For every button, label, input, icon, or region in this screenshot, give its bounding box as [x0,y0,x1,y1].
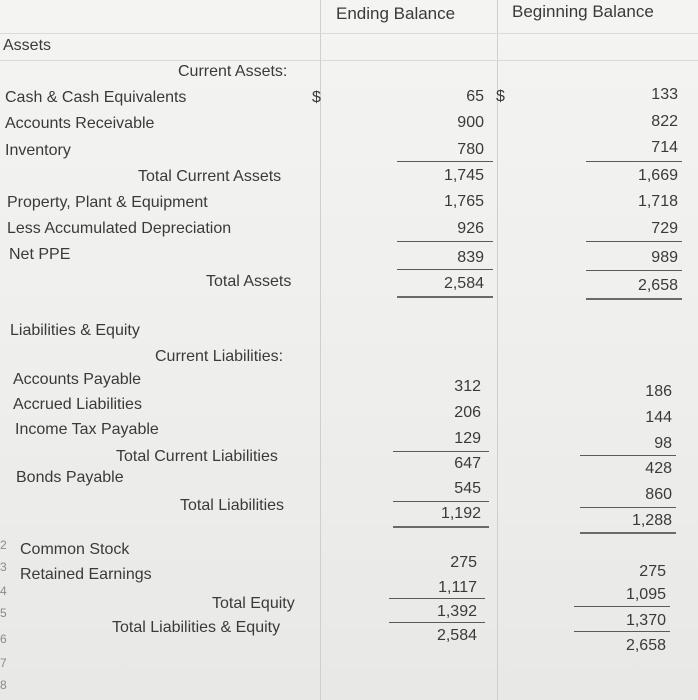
inventory-begin-value: 714 [651,139,678,156]
total-underline [397,296,493,298]
accrued-end-value: 206 [454,404,481,421]
subtotal-underline [586,241,682,242]
subtotal-underline [580,455,676,456]
row-number: 6 [0,632,7,646]
total-current-liabilities-end: 647 [454,455,481,472]
header-ending-balance: Ending Balance [336,4,456,23]
assets-section-title: Assets [3,37,52,54]
total-liabilities-begin: 1,288 [631,512,672,529]
depreciation-label: Less Accumulated Depreciation [7,220,232,237]
income-tax-end-value: 129 [454,430,481,447]
subtotal-underline [580,507,676,508]
cash-begin-value: 133 [651,86,678,103]
ar-label: Accounts Receivable [5,115,155,132]
net-ppe-end-value: 839 [457,249,484,266]
current-assets-label: Current Assets: [178,63,288,80]
cash-end-value: 65 [466,88,484,105]
total-current-assets-end: 1,745 [443,167,484,184]
common-stock-end-value: 275 [450,554,477,571]
row-number: 8 [0,678,7,692]
row-number: 5 [0,606,7,620]
cash-label: Cash & Cash Equivalents [5,89,187,106]
total-liabilities-end: 1,192 [440,505,481,522]
ppe-label: Property, Plant & Equipment [7,194,208,211]
ar-begin-value: 822 [651,113,678,130]
retained-earnings-begin-value: 1,095 [625,586,666,603]
total-current-assets-label: Total Current Assets [138,168,282,185]
row-border [0,60,698,61]
total-current-assets-begin: 1,669 [637,167,678,184]
subtotal-underline [393,501,489,502]
retained-earnings-end-value: 1,117 [438,579,477,596]
accrued-label: Accrued Liabilities [13,396,142,413]
bonds-begin-value: 860 [645,486,672,503]
income-tax-begin-value: 98 [654,435,672,452]
subtotal-underline [574,631,670,632]
accrued-begin-value: 144 [645,409,672,426]
subtotal-underline [389,622,485,623]
dollar-sign: $ [312,89,321,106]
common-stock-begin-value: 275 [639,563,666,580]
ppe-end-value: 1,765 [443,193,484,210]
ap-end-value: 312 [454,378,481,395]
total-equity-end: 1,392 [436,603,477,620]
header-beginning-balance: Beginning Balance [512,2,654,21]
dollar-sign: $ [496,88,505,105]
subtotal-underline [586,270,682,271]
inventory-end-value: 780 [457,141,484,158]
total-underline [393,526,489,528]
income-tax-label: Income Tax Payable [15,421,159,438]
depreciation-begin-value: 729 [651,220,678,237]
total-liabilities-equity-end: 2,584 [436,627,477,644]
retained-earnings-label: Retained Earnings [20,566,152,583]
ar-end-value: 900 [457,114,484,131]
row-number: 3 [0,560,7,574]
subtotal-underline [389,598,485,599]
current-liabilities-label: Current Liabilities: [155,348,284,365]
row-number: 2 [0,538,7,552]
subtotal-underline [393,451,489,452]
row-border [0,33,698,34]
row-number: 7 [0,656,7,670]
total-liabilities-equity-begin: 2,658 [625,637,666,654]
subtotal-underline [397,269,493,270]
bonds-end-value: 545 [454,480,481,497]
net-ppe-begin-value: 989 [651,249,678,266]
subtotal-underline [586,161,682,162]
total-liabilities-label: Total Liabilities [180,497,285,514]
depreciation-end-value: 926 [457,220,484,237]
total-equity-label: Total Equity [212,595,295,612]
total-current-liabilities-label: Total Current Liabilities [116,448,278,465]
ppe-begin-value: 1,718 [637,193,678,210]
net-ppe-label: Net PPE [9,246,71,263]
liabilities-section-title: Liabilities & Equity [10,322,140,339]
common-stock-label: Common Stock [20,541,130,558]
bonds-label: Bonds Payable [16,469,124,486]
total-liabilities-equity-label: Total Liabilities & Equity [112,619,281,636]
total-current-liabilities-begin: 428 [645,460,672,477]
row-number: 4 [0,584,7,598]
total-assets-begin: 2,658 [637,277,678,294]
subtotal-underline [397,241,493,242]
ap-begin-value: 186 [645,383,672,400]
total-assets-label: Total Assets [206,273,292,290]
total-underline [586,298,682,300]
total-equity-begin: 1,370 [625,612,666,629]
subtotal-underline [397,161,493,162]
ap-label: Accounts Payable [13,371,142,388]
inventory-label: Inventory [5,142,71,159]
total-assets-end: 2,584 [443,275,484,292]
total-underline [580,532,676,534]
subtotal-underline [574,606,670,607]
